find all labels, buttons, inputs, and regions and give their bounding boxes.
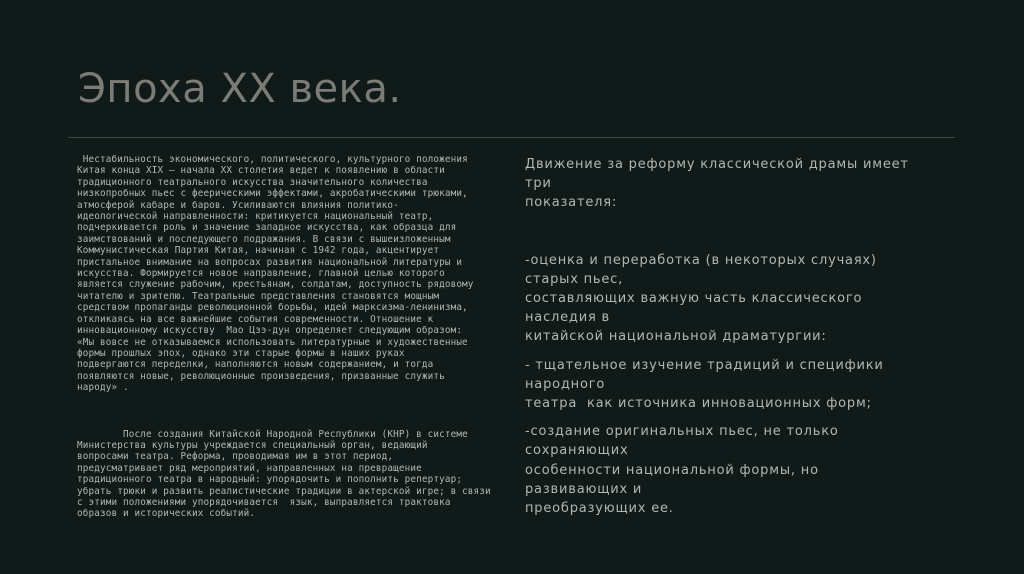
- left-paragraph-1: Нестабильность экономического, политического, культурного положения Китая конца XIX – начала XX столетия ведет к появлению в области традиционного театрального искусства значительного количества низкопробных пьес с феерическими эффектами, акробатическими трюками, атмосферой кабаре и баров. Усиливаются влияния политико- идеологической направленности: критикуется национальный театр, подчеркивается роль и значение западное искусства, как образца для заимствований и последующего подражания. В связи с вышеизложенным Коммунистическая Партия Китая, начиная с 1942 года, акцентирует пристальное внимание на вопросах развития национальной литературы и искусства. Формируется новое направление, главной целью которого является служение рабочим, крестьянам, солдатам, доступность рядовому читателю и зрителю. Театральные представления становятся мощным средством пропаганды революционной борьбы, идей марксизма-ленинизма, откликаясь на все важнейшие события современности. Отношение к инновационному искусству Мао Цзэ-дун определяет следующим образом: «Мы вовсе не отказываемся использовать литературные и художественные формы прошлых эпох, однако эти старые формы в наших руках подвергаются переделки, наполняются новым содержанием, и тогда появляются новые, революционные произведения, призванные служить народу» .: [77, 154, 474, 394]
- right-item-2: - тщательное изучение традиций и специфики народного театра как источника инновационных форм;: [525, 357, 884, 412]
- left-paragraph-2: После создания Китайской Народной Республики (КНР) в системе Министерства культуры учреждается специальный орган, ведающий вопросами театра. Реформа, проводимая им в этот период, предусматривает ряд мероприятий, направленных на превращение традиционного театра в народный: упорядочить и пополнить репертуар; убрать трюки и развить реалистические традиции в актерской игре; в связи с этими положениями упорядочивается язык, выправляется трактовка образов и исторических событий.: [77, 428, 491, 520]
- slide-title: Эпоха XX века.: [78, 66, 402, 112]
- right-item-1: -оценка и переработка (в некоторых случаях) старых пьес, составляющих важную часть классического наследия в китайской национальной драматургии:: [525, 252, 877, 345]
- right-item-3: -создание оригинальных пьес, не только сохраняющих особенности национальной формы, но развивающих и преобразующих ее.: [525, 424, 839, 517]
- left-text-column: [77, 154, 497, 520]
- right-intro: Движение за реформу классической драмы имеет три показателя:: [525, 157, 909, 211]
- right-text-column: [525, 155, 925, 527]
- title-divider: [68, 137, 955, 138]
